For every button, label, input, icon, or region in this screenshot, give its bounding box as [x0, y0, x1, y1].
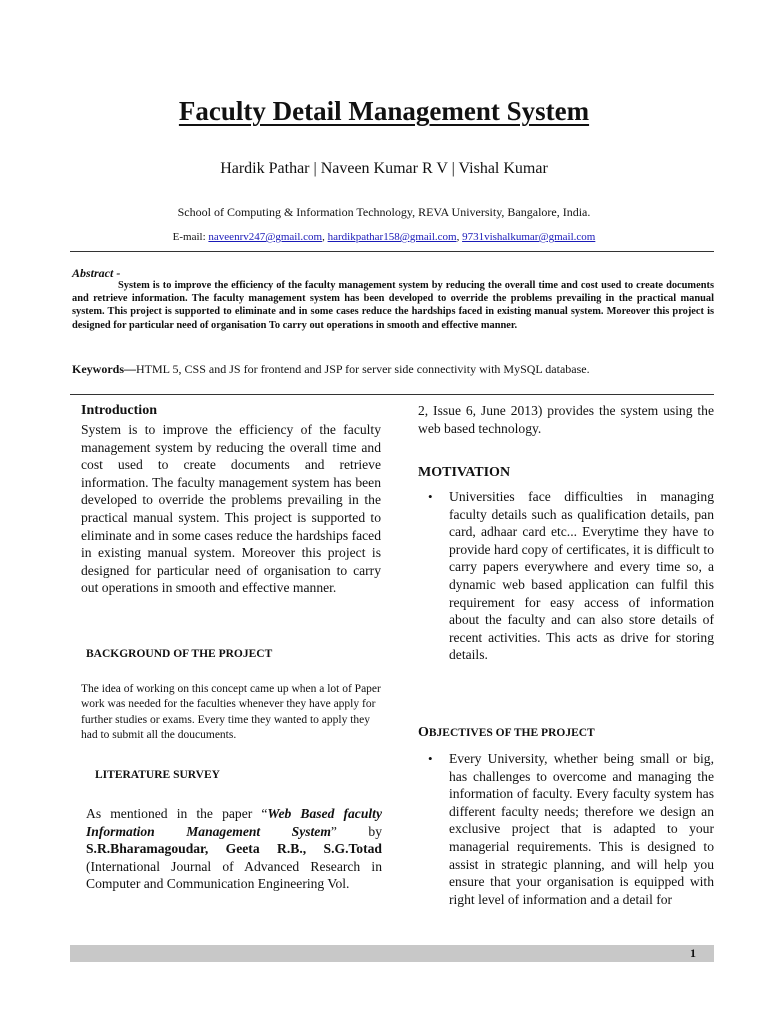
motivation-heading: MOTIVATION — [418, 465, 511, 480]
introduction-heading: Introduction — [81, 403, 157, 418]
objectives-bullet — [418, 750, 714, 930]
objectives-heading — [418, 725, 714, 741]
bullet-icon: • — [428, 751, 433, 766]
page-number: 1 — [690, 946, 696, 960]
email-link-vishal[interactable]: 9731vishalkumar@gmail.com — [462, 231, 596, 243]
motivation-bullet — [418, 488, 714, 688]
literature-citation: (International Journal of Advanced Research in Computer and Communication Engineering Vol. — [86, 858, 382, 892]
background-heading: BACKGROUND OF THE PROJECT — [86, 648, 273, 660]
keywords-text: HTML 5, CSS and JS for frontend and JSP for server side connectivity with MySQL database. — [136, 362, 590, 376]
introduction-text: System is to improve the efficiency of the faculty management system by reducing the overall time and cost used to create documents and retrieve information. The faculty management system has been developed to override the problems prevailing in the practical manual system. This project is supported to eliminate and in some cases reduce the hardships faced in existing manual system. Moreover this project is designed for particular need of organisation to carry out operations in smooth and effective manner. — [81, 422, 381, 596]
affiliation: School of Computing & Information Technology, REVA University, Bangalore, India. — [177, 205, 591, 219]
objectives-heading-rest: BJECTIVES OF THE PROJECT — [428, 727, 595, 739]
literature-heading: LITERATURE SURVEY — [95, 769, 220, 781]
header-divider — [70, 251, 714, 252]
email-link-naveen[interactable]: naveenrv247@gmail.com — [208, 231, 323, 243]
abstract-divider — [70, 394, 714, 395]
literature-continuation: 2, Issue 6, June 2013) provides the system using the web based technology. — [418, 403, 714, 436]
literature-text — [86, 805, 382, 893]
keywords-line — [72, 362, 590, 377]
author-list: Hardik Pathar | Naveen Kumar R V | Vishal Kumar — [220, 160, 548, 177]
literature-authors: S.R.Bharamagoudar, Geeta R.B., S.G.Totad — [86, 841, 382, 857]
motivation-text: Universities face difficulties in managing faculty details such as qualification details, pan card, adhaar card etc... Everytime they have to provide hard copy of certificates, it is difficult to carry papers everywhere and every time so, a dynamic web based application can fulfil this requirement for easy access of information about the faculty and can also store details of recent activities. This acts as drive for storing details. — [449, 489, 714, 663]
objectives-heading-initial: O — [418, 725, 429, 740]
literature-paper-title: Web Based faculty Information Management System — [86, 806, 382, 839]
bullet-icon: • — [428, 489, 433, 504]
email-link-hardik[interactable]: hardikpathar158@gmail.com — [327, 231, 457, 243]
objectives-text: Every University, whether being small or big, has challenges to overcome and managing the information of faculty. Every faculty system has different faculty needs; therefore we design an exclusive project that is adapted to your managerial requirements. This is designed to assist in strategic planning, and will help you ensure that your organisation is equipped with right level of information and a detail for — [449, 751, 714, 907]
keywords-label: Keywords— — [72, 362, 136, 376]
email-line: E-mail: naveenrv247@gmail.com, hardikpathar158@gmail.com, 9731vishalkumar@gmail.com — [172, 231, 596, 243]
abstract-text: System is to improve the efficiency of the faculty management system by reducing the overall time and cost used to create documents and retrieve information. The faculty management system has been developed to override the problems prevailing in the practical manual system. This project is supported to eliminate and in some cases reduce the hardships faced in existing manual system. Moreover this project is designed for particular need of organisation To carry out operations in smooth and effective manner. — [72, 280, 714, 331]
paper-title: Faculty Detail Management System — [178, 96, 590, 126]
email-label: E-mail: — [172, 231, 206, 243]
literature-lead: As mentioned in the paper “ — [86, 806, 268, 821]
footer-bar — [70, 945, 714, 962]
background-text: The idea of working on this concept came up when a lot of Paper work was needed for the faculties whenever they have apply for further studies or exams. Every time they wanted to apply they had to submit all the doucuments. — [81, 683, 381, 741]
abstract-label: Abstract - — [72, 266, 121, 280]
literature-close-quote: ” by — [330, 823, 382, 839]
